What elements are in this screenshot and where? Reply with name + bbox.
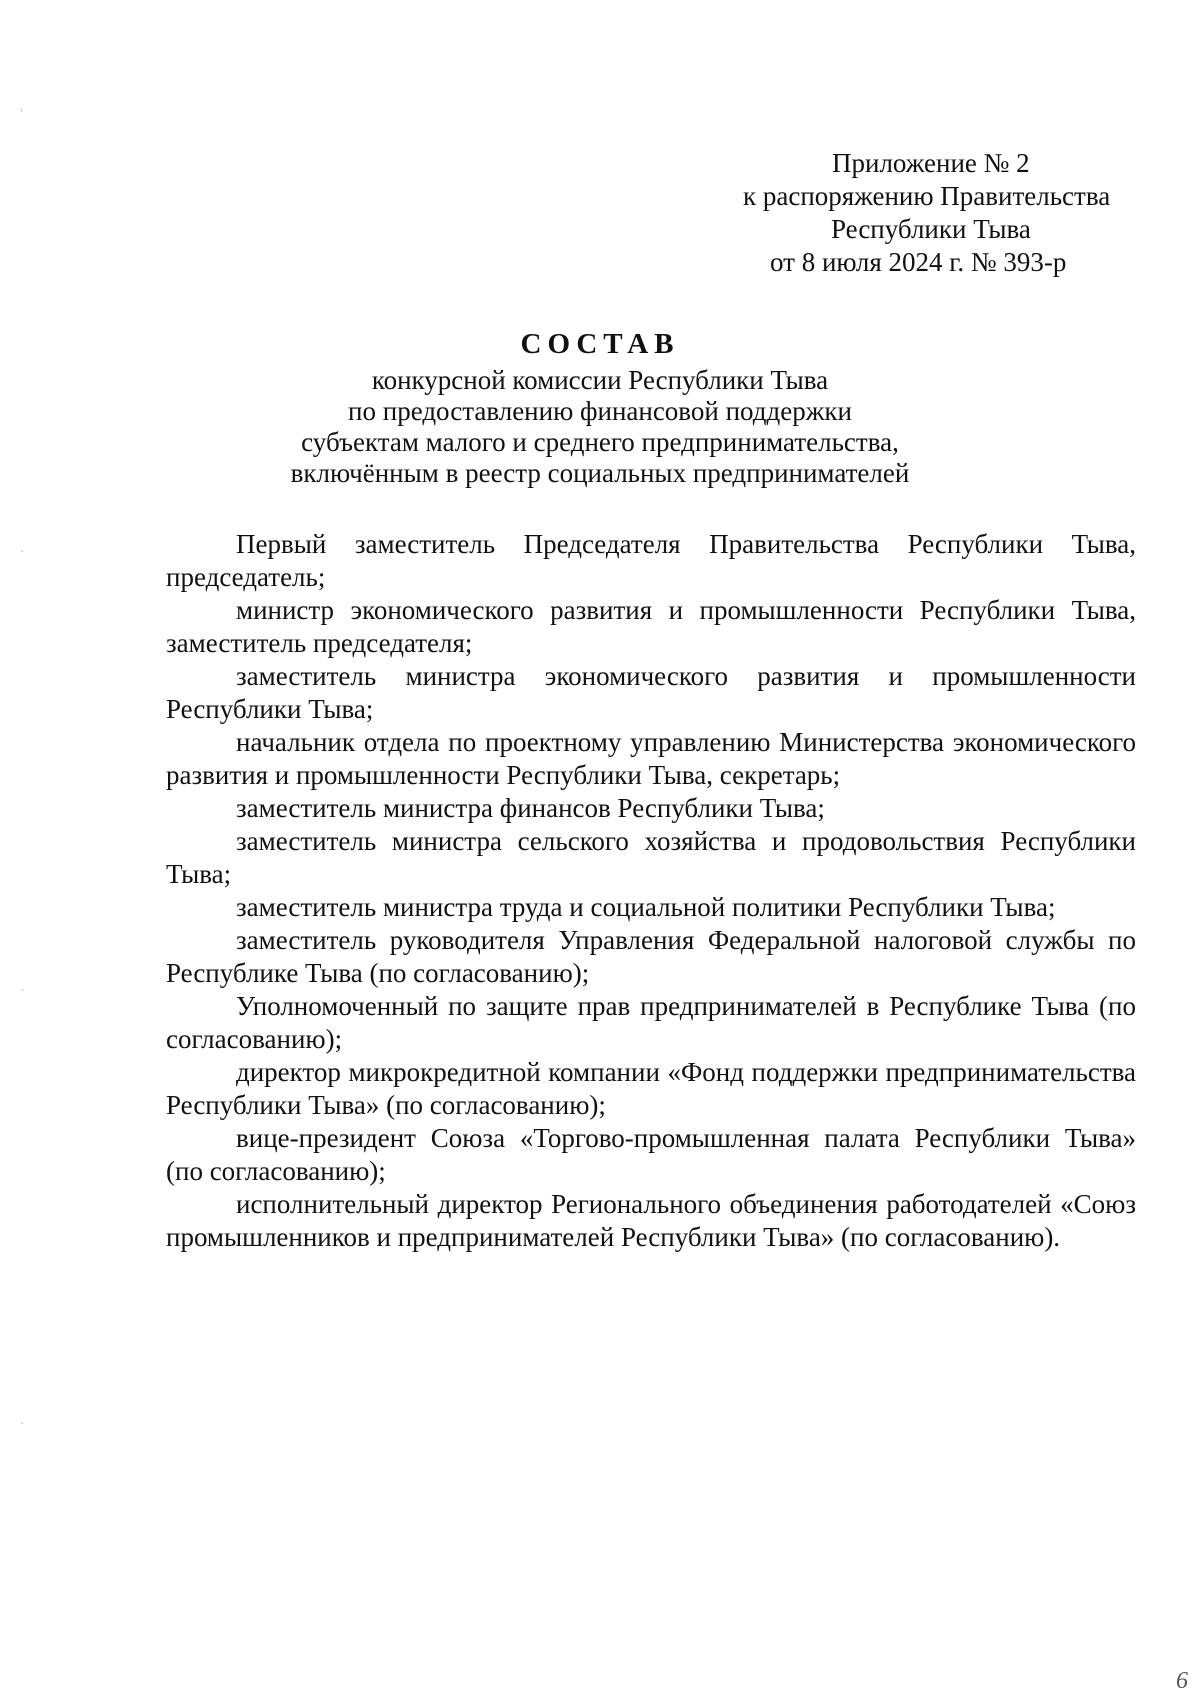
document-subtitle bbox=[0, 365, 1200, 489]
subtitle-line: включённым в реестр социальных предпринимателей bbox=[290, 458, 910, 488]
member-item: заместитель министра сельского хозяйства и продовольствия Республики Тыва; bbox=[166, 826, 1136, 889]
appendix-republic: Республики Тыва bbox=[831, 214, 1031, 244]
subtitle-line: субъектам малого и среднего предпринимательства, bbox=[301, 427, 899, 457]
scan-speck: ' bbox=[20, 107, 23, 122]
member-item: вице-президент Союза «Торгово-промышленная палата Республики Тыва» (по согласованию); bbox=[166, 1123, 1136, 1186]
member-item: директор микрокредитной компании «Фонд поддержки предпринимательства Республики Тыва» (по согласованию); bbox=[166, 1057, 1136, 1120]
subtitle-line: по предоставлению финансовой поддержки bbox=[348, 396, 852, 426]
member-item: Первый заместитель Председателя Правительства Республики Тыва, председатель; bbox=[166, 529, 1136, 592]
members-list bbox=[166, 528, 1136, 1254]
document-title: СОСТАВ bbox=[520, 328, 680, 360]
member-item: заместитель министра экономического развития и промышленности Республики Тыва; bbox=[166, 661, 1136, 724]
appendix-date: от 8 июля 2024 г. № 393-р bbox=[770, 247, 1067, 277]
member-item: исполнительный директор Регионального объединения работодателей «Союз промышленников и предпринимателей Республики Тыва» (по согласованию). bbox=[166, 1189, 1136, 1252]
member-item: начальник отдела по проектному управлению Министерства экономического развития и промышленности Республики Тыва, секретарь; bbox=[166, 727, 1136, 790]
scan-speck: · bbox=[20, 545, 25, 560]
appendix-order-ref: к распоряжению Правительства bbox=[743, 181, 1111, 211]
member-item: министр экономического развития и промышленности Республики Тыва, заместитель председателя; bbox=[166, 595, 1136, 658]
scan-speck: · bbox=[20, 1417, 25, 1432]
member-item: заместитель министра труда и социальной политики Республики Тыва; bbox=[236, 892, 1056, 922]
page-marker: 6 bbox=[1176, 1668, 1188, 1694]
appendix-header bbox=[690, 147, 1130, 279]
member-item: Уполномоченный по защите прав предпринимателей в Республике Тыва (по согласованию); bbox=[166, 991, 1136, 1054]
subtitle-line: конкурсной комиссии Республики Тыва bbox=[371, 365, 829, 395]
scan-speck: · bbox=[20, 984, 25, 999]
member-item: заместитель руководителя Управления Федеральной налоговой службы по Республике Тыва (по согласованию); bbox=[166, 925, 1136, 988]
member-item: заместитель министра финансов Республики Тыва; bbox=[236, 793, 825, 823]
appendix-number: Приложение № 2 bbox=[832, 148, 1030, 178]
